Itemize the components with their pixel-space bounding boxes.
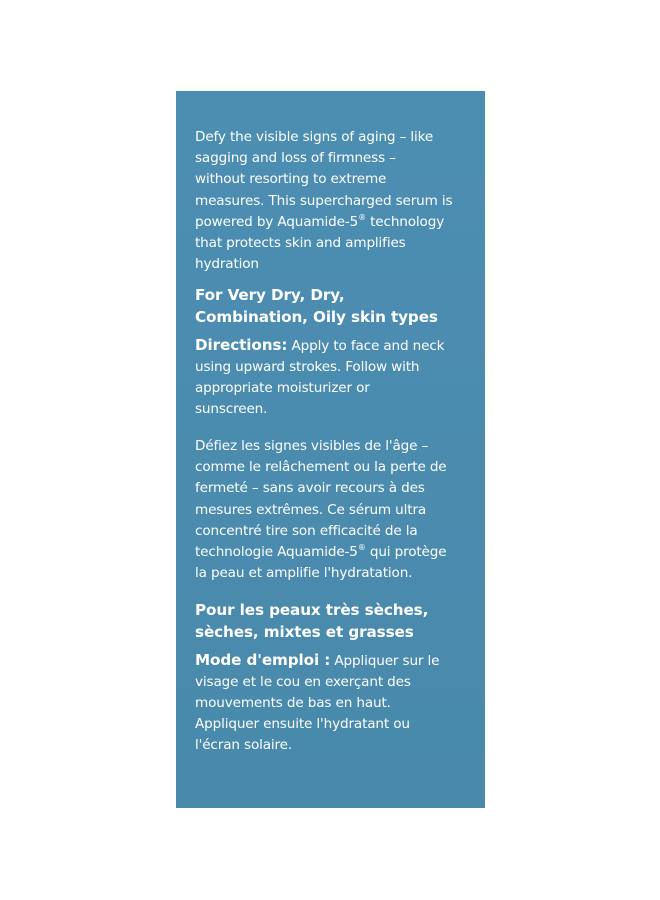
text-line: Appliquer ensuite l'hydratant ou [195, 715, 410, 732]
text-line: visage et le cou en exerçant des [195, 673, 411, 690]
text-line [195, 650, 485, 671]
text-line: measures. This supercharged serum is [195, 192, 453, 209]
mode-label: Mode d'emploi : [195, 651, 331, 670]
text-line: l'écran solaire. [195, 737, 293, 754]
text-line [195, 335, 485, 356]
text-fragment: qui protège [365, 544, 447, 560]
text-line: Défiez les signes visibles de l'âge – [195, 438, 429, 455]
text-line: mouvements de bas en haut. [195, 694, 391, 711]
text-line: Combination, Oily skin types [195, 308, 438, 327]
text-line: using upward strokes. Follow with [195, 358, 420, 375]
french-skin-types [195, 599, 485, 643]
text-line: la peau et amplifie l'hydratation. [195, 565, 413, 582]
text-line: comme le relâchement ou la perte de [195, 459, 447, 476]
text-fragment: powered by Aquamide-5 [195, 213, 359, 230]
english-description [195, 127, 485, 275]
text-line: fermeté – sans avoir recours à des [195, 480, 425, 497]
text-line: concentré tire son efficacité de la [195, 522, 418, 539]
text-line [195, 542, 485, 563]
text-line: without resorting to extreme [195, 171, 387, 188]
text-line: For Very Dry, Dry, [195, 286, 345, 305]
text-line: that protects skin and amplifies [195, 234, 406, 251]
text-line: appropriate moisturizer or [195, 379, 370, 396]
text-fragment: Appliquer sur le [330, 653, 440, 670]
text-line: Defy the visible signs of aging – like [195, 129, 434, 145]
registered-mark: ® [358, 212, 366, 222]
text-line: sunscreen. [195, 400, 268, 417]
text-line: hydration [195, 256, 259, 273]
text-line [195, 212, 485, 233]
english-skin-types [195, 284, 485, 328]
french-directions [195, 650, 485, 756]
text-line: sagging and loss of firmness – [195, 150, 396, 167]
registered-mark: ® [357, 543, 366, 552]
text-fragment: Apply to face and neck [287, 338, 445, 355]
text-line: Pour les peaux très sèches, [195, 601, 429, 620]
english-directions [195, 335, 485, 420]
text-line: sèches, mixtes et grasses [195, 623, 414, 642]
text-fragment: technology [365, 213, 445, 230]
text-line: mesures extrêmes. Ce sérum ultra [195, 501, 427, 518]
directions-label: Directions: [195, 336, 288, 355]
text-fragment: technologie Aquamide-5 [195, 544, 358, 560]
product-info-panel [176, 91, 485, 808]
french-description [195, 436, 485, 584]
